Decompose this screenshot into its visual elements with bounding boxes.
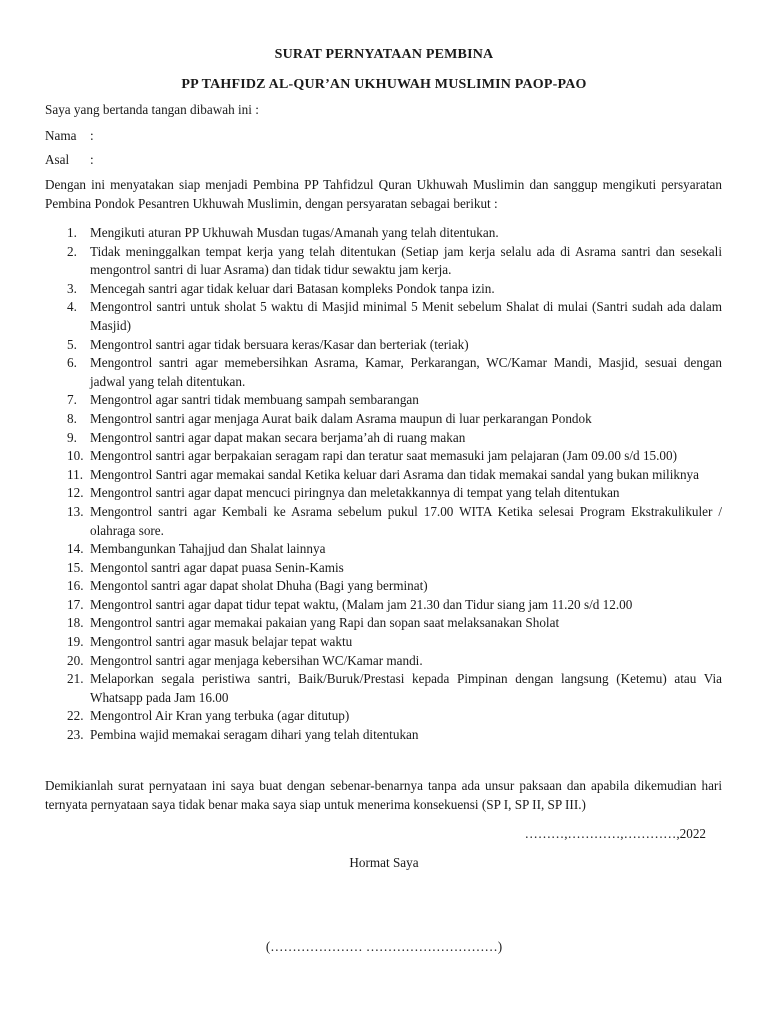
requirement-text: Mengontrol santri agar memakai pakaian yang Rapi dan sopan saat melaksanakan Sholat xyxy=(90,615,560,631)
requirement-number: 16. xyxy=(67,578,84,594)
requirement-number: 19. xyxy=(67,634,84,650)
name-label: Nama xyxy=(45,128,77,143)
requirement-item xyxy=(45,484,722,503)
requirement-item xyxy=(45,577,722,596)
requirement-text: Mengontol santri agar dapat sholat Dhuha (Bagi yang berminat) xyxy=(90,578,428,594)
requirement-number: 20. xyxy=(67,652,84,668)
requirement-number: 14. xyxy=(67,541,84,557)
requirement-item xyxy=(45,447,722,466)
requirement-text: Pembina wajid memakai seragam dihari yang telah ditentukan xyxy=(90,727,419,743)
requirement-number: 5. xyxy=(67,336,77,352)
requirement-item xyxy=(45,540,722,559)
requirement-number: 7. xyxy=(67,392,77,408)
closing-paragraph: Demikianlah surat pernyataan ini saya buat dengan sebenar-benarnya tanpa ada unsur paksaan dan apabila dikemudian hari ternyata pernyataan saya tidak benar maka saya siap untuk menerima konsekuensi (SP I, SP II, SP III.) xyxy=(45,778,722,812)
origin-field xyxy=(45,151,94,169)
requirement-number: 6. xyxy=(67,355,77,371)
requirement-item xyxy=(45,596,722,615)
requirement-number: 23. xyxy=(67,727,84,743)
requirement-number: 17. xyxy=(67,596,84,612)
requirement-text: Mengontrol santri agar menjaga kebersihan WC/Kamar mandi. xyxy=(90,652,423,668)
requirement-item xyxy=(45,614,722,633)
requirement-number: 22. xyxy=(67,708,84,724)
origin-label: Asal xyxy=(45,152,70,167)
requirement-item xyxy=(45,354,722,391)
date-line: ………,…………,…………,2022 xyxy=(524,826,706,841)
requirement-number: 10. xyxy=(67,448,84,464)
origin-separator: : xyxy=(90,152,94,167)
requirement-number: 12. xyxy=(67,485,84,501)
requirement-item xyxy=(45,466,722,485)
requirement-item xyxy=(45,224,722,243)
requirement-text: Mengontrol santri untuk sholat 5 waktu di Masjid minimal 5 Menit sebelum Shalat di mulai (Santri sudah ada dalam Masjid) xyxy=(90,299,722,333)
requirement-text: Mengontrol santri agar berpakaian seragam rapi dan teratur saat memasuki jam pelajaran (Jam 09.00 s/d 15.00) xyxy=(90,448,678,464)
requirement-text: Mengontrol agar santri tidak membuang sampah sembarangan xyxy=(90,392,419,408)
requirement-item xyxy=(45,280,722,299)
requirement-item xyxy=(45,391,722,410)
requirement-text: Melaporkan segala peristiwa santri, Baik/Buruk/Prestasi kepada Pimpinan dengan langsung (Ketemu) atau Via Whatsapp pada Jam 16.00 xyxy=(90,671,722,705)
requirement-text: Mengikuti aturan PP Ukhuwah Musdan tugas/Amanah yang telah ditentukan. xyxy=(90,225,499,240)
institution-title: PP TAHFIDZ AL-QUR’AN UKHUWAH MUSLIMIN PAOP-PAO xyxy=(181,77,587,92)
statement-paragraph: Dengan ini menyatakan siap menjadi Pembina PP Tahfidzul Quran Ukhuwah Muslimin dan sanggup mengikuti persyaratan Pembina Pondok Pesantren Ukhuwah Muslimin, dengan persyaratan sebagai berikut : xyxy=(45,177,722,211)
requirement-item xyxy=(45,243,722,280)
requirement-text: Mengontrol santri agar dapat makan secara berjama’ah di ruang makan xyxy=(90,429,466,445)
intro-text: Saya yang bertanda tangan dibawah ini : xyxy=(45,102,259,117)
name-field xyxy=(45,127,94,145)
requirement-item xyxy=(45,298,722,335)
requirement-item xyxy=(45,652,722,671)
requirement-number: 4. xyxy=(67,299,77,315)
requirement-text: Mengontrol santri agar menjaga Aurat baik dalam Asrama maupun di luar perkarangan Pondok xyxy=(90,410,592,426)
requirement-text: Mengontrol Air Kran yang terbuka (agar ditutup) xyxy=(90,708,350,724)
document-title: SURAT PERNYATAAN PEMBINA xyxy=(274,47,494,62)
requirement-text: Mengontrol Santri agar memakai sandal Ketika keluar dari Asrama dan tidak memakai sandal yang bukan miliknya xyxy=(90,466,700,482)
requirement-text: Mengontrol santri agar tidak bersuara keras/Kasar dan berteriak (teriak) xyxy=(90,336,469,352)
requirement-number: 9. xyxy=(67,429,77,445)
requirement-text: Mengontrol santri agar Kembali ke Asrama sebelum pukul 17.00 WITA Ketika selesai Program Ekstrakulikuler / olahraga sore. xyxy=(90,503,722,538)
requirement-number: 11. xyxy=(67,466,83,482)
requirement-item xyxy=(45,726,722,745)
requirement-number: 3. xyxy=(67,280,77,296)
requirement-number: 18. xyxy=(67,615,84,631)
requirement-item xyxy=(45,559,722,578)
requirement-item xyxy=(45,336,722,355)
requirement-number: 21. xyxy=(67,671,84,687)
requirement-number: 13. xyxy=(67,503,84,519)
requirement-number: 8. xyxy=(67,410,77,426)
requirement-text: Membangunkan Tahajjud dan Shalat lainnya xyxy=(90,541,326,557)
name-separator: : xyxy=(90,128,94,143)
requirement-number: 15. xyxy=(67,559,84,575)
requirement-text: Tidak meninggalkan tempat kerja yang telah ditentukan (Setiap jam kerja selalu ada di Asrama santri dan sesekali mengontrol santri di luar Asrama) dan tidak tidur sewaktu jam kerja. xyxy=(90,243,722,278)
requirements-list xyxy=(45,224,722,745)
signature-line: (………………… …………………………) xyxy=(265,939,503,954)
requirement-item xyxy=(45,633,722,652)
requirement-item xyxy=(45,429,722,448)
closing-salutation: Hormat Saya xyxy=(349,855,419,870)
requirement-item xyxy=(45,707,722,726)
requirement-text: Mengontrol santri agar dapat tidur tepat waktu, (Malam jam 21.30 dan Tidur siang jam 11.20 s/d 12.00 xyxy=(90,596,633,612)
requirement-item xyxy=(45,503,722,540)
requirement-number: 2. xyxy=(67,243,77,259)
requirement-text: Mengontrol santri agar dapat mencuci piringnya dan meletakkannya di tempat yang telah ditentukan xyxy=(90,485,620,501)
requirement-text: Mengontrol santri agar memebersihkan Asrama, Kamar, Perkarangan, WC/Kamar Mandi, Masjid, sesuai dengan jadwal yang telah ditentukan. xyxy=(90,355,722,389)
requirement-item xyxy=(45,410,722,429)
requirement-number: 1. xyxy=(67,225,77,240)
requirement-text: Mencegah santri agar tidak keluar dari Batasan kompleks Pondok tanpa izin. xyxy=(90,280,495,296)
requirement-text: Mengontrol santri agar masuk belajar tepat waktu xyxy=(90,634,353,650)
requirement-item xyxy=(45,670,722,707)
requirement-text: Mengontol santri agar dapat puasa Senin-Kamis xyxy=(90,559,344,575)
